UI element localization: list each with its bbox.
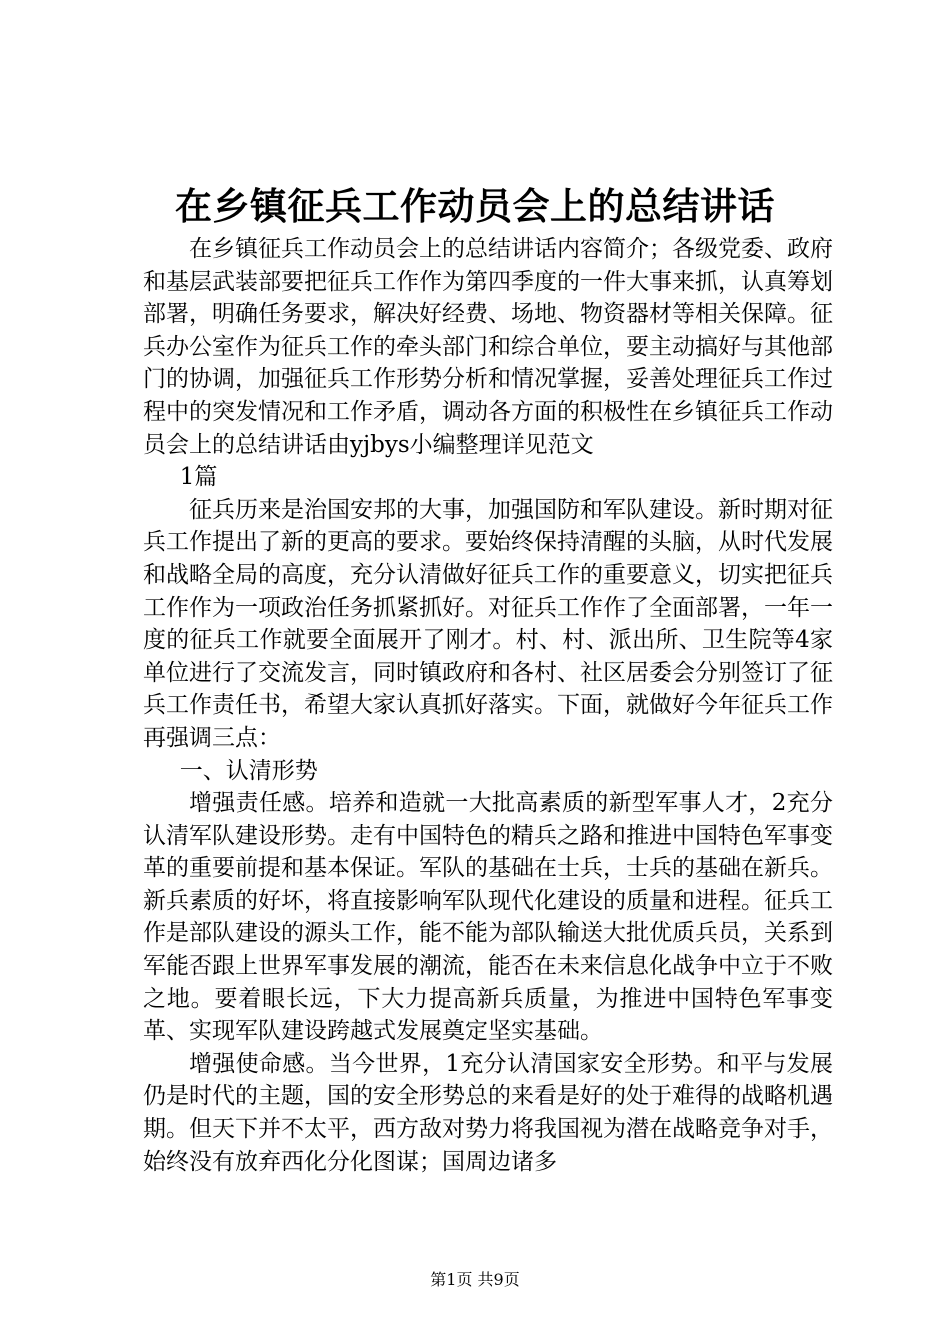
section-label: 1篇: [179, 464, 218, 491]
section-heading: 一、认清形势: [179, 757, 318, 784]
document-body: [143, 233, 833, 1178]
page-footer: 第1页 共9页: [430, 1270, 520, 1289]
body-paragraph: 增强责任感。培养和造就一大批高素质的新型军事人才，2充分认清军队建设形势。走有中国特色的精兵之路和推进中国特色军事变革的重要前提和基本保证。军队的基础在士兵，士兵的基础在新兵。新兵素质的好坏，将直接影响军队现代化建设的质量和进程。征兵工作是部队建设的源头工作，能不能为部队输送大批优质兵员，关系到军能否跟上世界军事发展的潮流，能否在未来信息化战争中立于不败之地。要着眼长远，下大力提高新兵质量，为推进中国特色军事变革、实现军队建设跨越式发展奠定坚实基础。: [143, 790, 833, 1045]
body-paragraph: 征兵历来是治国安邦的大事，加强国防和军队建设。新时期对征兵工作提出了新的更高的要求。要始终保持清醒的头脑，从时代发展和战略全局的高度，充分认清做好征兵工作的重要意义，切实把征兵工作作为一项政治任务抓紧抓好。对征兵工作作了全面部署，一年一度的征兵工作就要全面展开了刚才。村、村、派出所、卫生院等4家单位进行了交流发言，同时镇政府和各村、社区居委会分别签订了征兵工作责任书，希望大家认真抓好落实。下面，就做好今年征兵工作再强调三点：: [143, 496, 833, 751]
page-title: 在乡镇征兵工作动员会上的总结讲话: [175, 184, 775, 228]
intro-paragraph: 在乡镇征兵工作动员会上的总结讲话内容简介；各级党委、政府和基层武装部要把征兵工作作为第四季度的一件大事来抓，认真筹划部署，明确任务要求，解决好经费、场地、物资器材等相关保障。征兵办公室作为征兵工作的牵头部门和综合单位，要主动搞好与其他部门的协调，加强征兵工作形势分析和情况掌握，妥善处理征兵工作过程中的突发情况和工作矛盾，调动各方面的积极性在乡镇征兵工作动员会上的总结讲话由yjbys小编整理详见范文: [143, 236, 833, 458]
body-paragraph: 增强使命感。当今世界，1充分认清国家安全形势。和平与发展仍是时代的主题，国的安全形势总的来看是好的处于难得的战略机遇期。但天下并不太平，西方敌对势力将我国视为潜在战略竞争对手，始终没有放弃西化分化图谋；国周边诸多: [143, 1050, 833, 1175]
